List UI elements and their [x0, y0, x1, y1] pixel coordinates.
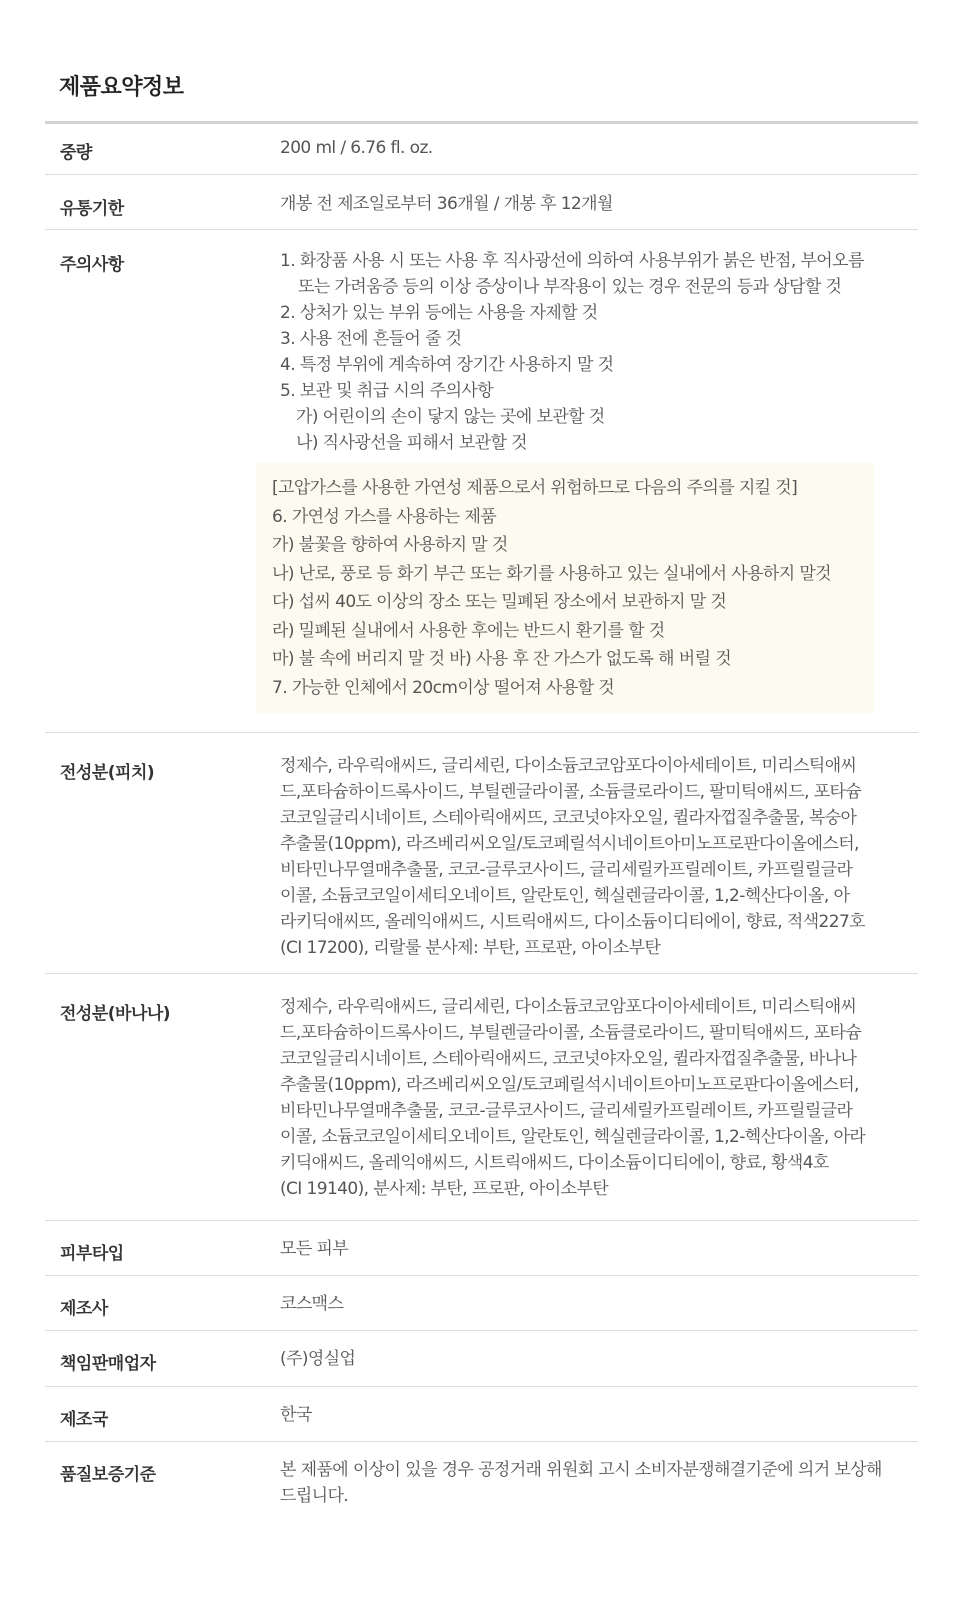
ingredients-line: (CI 19140), 분사제: 부탄, 프로판, 아이소부탄	[280, 1179, 609, 1199]
row-weight	[45, 124, 918, 175]
ingredients-line: 이콜, 소듐코코일이세티오네이트, 알란토인, 헥실렌글라이콜, 1,2-헥산다이올, 아라	[280, 1127, 866, 1147]
ingredients-line: 정제수, 라우릭애씨드, 글리세린, 다이소듐코코암포다이아세테이트, 미리스틱애씨	[280, 997, 857, 1017]
ingredients-line: 키딕애씨드, 올레익애씨드, 시트릭애씨드, 다이소듐이디티에이, 향료, 황색4호	[280, 1153, 829, 1173]
warranty-line: 본 제품에 이상이 있을 경우 공정거래 위원회 고시 소비자분쟁해결기준에 의거 보상해	[280, 1460, 882, 1480]
warranty-line: 드립니다.	[280, 1486, 349, 1506]
warning-item: 6. 가연성 가스를 사용하는 제품	[272, 506, 497, 527]
row-skin-type	[45, 1221, 918, 1276]
row-warranty	[45, 1442, 918, 1532]
row-seller	[45, 1331, 918, 1387]
warning-item: 마) 불 속에 버리지 말 것 바) 사용 후 잔 가스가 없도록 해 버릴 것	[272, 649, 732, 669]
caution-item: 5. 보관 및 취급 시의 주의사항	[280, 381, 494, 401]
warning-item: 7. 가능한 인체에서 20cm이상 떨어져 사용할 것	[272, 677, 615, 698]
ingredients-line: 정제수, 라우릭애씨드, 글리세린, 다이소듐코코암포다이아세테이트, 미리스틱애씨	[280, 756, 857, 776]
ingredients-line: 추출물(10ppm), 라즈베리씨오일/토코페릴석시네이트아미노프로판다이올에스터,	[280, 1075, 859, 1095]
ingredients-line: 이콜, 소듐코코일이세티오네이트, 알란토인, 헥실렌글라이콜, 1,2-헥산다이올, 아	[280, 886, 850, 906]
ingredients-line: 비타민나무열매추출물, 코코-글루코사이드, 글리세릴카프릴레이트, 카프릴릴글라	[280, 860, 853, 880]
row-country	[45, 1387, 918, 1442]
caution-item: 또는 가려움증 등의 이상 증상이나 부작용이 있는 경우 전문의 등과 상담할 것	[298, 277, 842, 297]
caution-list	[280, 248, 910, 456]
row-label: 전성분(피치)	[60, 763, 155, 783]
caution-item: 2. 상처가 있는 부위 등에는 사용을 자제할 것	[280, 303, 598, 323]
row-value: 한국	[280, 1405, 312, 1425]
row-value: (주)영실업	[280, 1349, 356, 1369]
flammable-warning-box	[256, 463, 874, 713]
row-expiry	[45, 175, 918, 230]
row-ingredients-peach	[45, 733, 918, 974]
row-label: 피부타입	[60, 1244, 124, 1264]
row-label: 전성분(바나나)	[60, 1004, 171, 1024]
ingredients-line: 코코일글리시네이트, 스테아릭애씨드, 코코넛야자오일, 퀼라자껍질추출물, 바나나	[280, 1049, 857, 1069]
row-value: 개봉 전 제조일로부터 36개월 / 개봉 후 12개월	[280, 194, 613, 214]
caution-item: 가) 어린이의 손이 닿지 않는 곳에 보관할 것	[296, 407, 605, 427]
warning-item: 다) 섭씨 40도 이상의 장소 또는 밀폐된 장소에서 보관하지 말 것	[272, 592, 727, 612]
ingredients-line: 비타민나무열매추출물, 코코-글루코사이드, 글리세릴카프릴레이트, 카프릴릴글라	[280, 1101, 853, 1121]
ingredients-line: 드,포타슘하이드록사이드, 부틸렌글라이콜, 소듐클로라이드, 팔미틱애씨드, 포타슘	[280, 782, 862, 802]
row-label: 중량	[60, 143, 92, 163]
row-label: 제조사	[60, 1299, 108, 1319]
ingredients-text	[280, 753, 898, 961]
ingredients-line: 추출물(10ppm), 라즈베리씨오일/토코페릴석시네이트아미노프로판다이올에스터,	[280, 834, 859, 854]
caution-item: 3. 사용 전에 흔들어 줄 것	[280, 329, 462, 349]
caution-item: 나) 직사광선을 피해서 보관할 것	[296, 433, 527, 453]
section-title: 제품요약정보	[59, 75, 184, 100]
ingredients-line: 라키딕애씨뜨, 올레익애씨드, 시트릭애씨드, 다이소듐이디티에이, 향료, 적색227호	[280, 912, 865, 932]
ingredients-line: 코코일글리시네이트, 스테아릭애씨뜨, 코코넛야자오일, 퀼라자껍질추출물, 복숭아	[280, 808, 857, 828]
ingredients-line: 드,포타슘하이드록사이드, 부틸렌글라이콜, 소듐클로라이드, 팔미틱애씨드, 포타슘	[280, 1023, 862, 1043]
row-label: 유통기한	[60, 199, 124, 219]
caution-item: 1. 화장품 사용 시 또는 사용 후 직사광선에 의하여 사용부위가 붉은 반점, 부어오름	[280, 251, 864, 271]
row-label: 책임판매업자	[60, 1354, 156, 1374]
row-value: 200 ml / 6.76 fl. oz.	[280, 138, 433, 158]
row-value: 모든 피부	[280, 1239, 349, 1259]
row-ingredients-banana	[45, 974, 918, 1221]
warning-item: 가) 불꽃을 향하여 사용하지 말 것	[272, 535, 508, 555]
row-label: 제조국	[60, 1410, 108, 1430]
row-label: 주의사항	[60, 255, 124, 275]
ingredients-line: (CI 17200), 리랄룰 분사제: 부탄, 프로판, 아이소부탄	[280, 938, 661, 958]
warning-item: 라) 밀폐된 실내에서 사용한 후에는 반드시 환기를 할 것	[272, 620, 665, 641]
warning-item: 나) 난로, 풍로 등 화기 부근 또는 화기를 사용하고 있는 실내에서 사용하지 말것	[272, 563, 831, 584]
row-manufacturer	[45, 1276, 918, 1331]
row-value: 코스맥스	[280, 1294, 344, 1314]
row-caution	[45, 230, 918, 733]
warranty-text	[280, 1457, 910, 1509]
warning-item: [고압가스를 사용한 가연성 제품으로서 위험하므로 다음의 주의를 지킬 것]	[272, 478, 798, 498]
row-label: 품질보증기준	[60, 1465, 156, 1485]
caution-item: 4. 특정 부위에 계속하여 장기간 사용하지 말 것	[280, 355, 614, 375]
ingredients-text	[280, 994, 898, 1202]
